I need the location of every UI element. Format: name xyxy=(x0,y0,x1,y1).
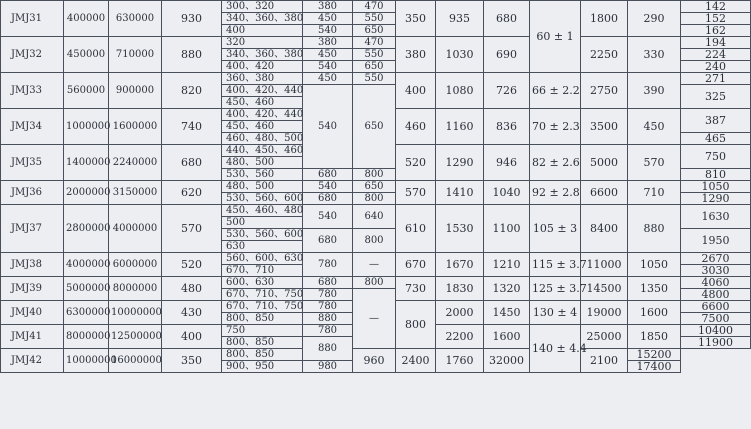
value-cell: 620 xyxy=(162,181,222,205)
value-cell: 1080 xyxy=(436,73,484,109)
value-cell: 520 xyxy=(162,253,222,277)
value-cell: 1600000 xyxy=(109,109,162,145)
value-cell: 224 xyxy=(681,49,751,61)
value-cell: 2200 xyxy=(436,325,484,349)
value-cell: 2000 xyxy=(436,301,484,325)
value-cell: 1400000 xyxy=(64,145,109,181)
list-cell: 800、850 xyxy=(222,313,303,325)
value-cell: 540 xyxy=(303,181,353,193)
value-cell: 3030 xyxy=(681,265,751,277)
value-cell: 540 xyxy=(303,85,353,169)
value-cell: 2670 xyxy=(681,253,751,265)
value-cell: 2240000 xyxy=(109,145,162,181)
value-cell: 5000000 xyxy=(64,277,109,301)
value-cell: 780 xyxy=(303,253,353,277)
value-cell: 520 xyxy=(396,145,436,181)
dash-cell: — xyxy=(353,253,396,277)
value-cell: 4800 xyxy=(681,289,751,301)
list-cell: 320 xyxy=(222,37,303,49)
value-cell: 650 xyxy=(353,25,396,37)
list-cell: 530、560、600 xyxy=(222,229,303,241)
value-cell: 17400 xyxy=(628,361,681,373)
value-cell: 11900 xyxy=(681,337,751,349)
model-cell: JMJ33 xyxy=(1,73,64,109)
value-cell: 780 xyxy=(303,325,353,337)
value-cell: 470 xyxy=(353,1,396,13)
model-cell: JMJ32 xyxy=(1,37,64,73)
value-cell: 2400 xyxy=(396,349,436,373)
value-cell: 540 xyxy=(303,25,353,37)
value-cell: 2750 xyxy=(581,73,628,109)
value-cell: 19000 xyxy=(581,301,628,325)
value-cell: 730 xyxy=(396,277,436,301)
value-cell: 1410 xyxy=(436,181,484,205)
value-cell: 650 xyxy=(353,181,396,193)
value-cell: 162 xyxy=(681,25,751,37)
value-cell: 2250 xyxy=(581,37,628,73)
value-cell: 1290 xyxy=(436,145,484,181)
value-cell: 880 xyxy=(303,337,353,361)
table-row xyxy=(1,37,751,49)
table-row xyxy=(1,277,751,289)
value-cell: 1050 xyxy=(681,181,751,193)
list-cell: 530、560 xyxy=(222,169,303,181)
value-cell: 540 xyxy=(303,61,353,73)
value-cell: 3500 xyxy=(581,109,628,145)
list-cell: 800、850 xyxy=(222,349,303,361)
value-cell: 680 xyxy=(303,169,353,181)
list-cell: 340、360、380 xyxy=(222,13,303,25)
value-cell: 470 xyxy=(353,37,396,49)
table-row xyxy=(1,349,751,361)
value-cell: 2000000 xyxy=(64,181,109,205)
value-cell: 3150000 xyxy=(109,181,162,205)
value-cell: 387 xyxy=(681,109,751,133)
dash-cell: — xyxy=(353,289,396,349)
value-cell: 710000 xyxy=(109,37,162,73)
value-cell: 12500000 xyxy=(109,325,162,349)
value-cell: 680 xyxy=(303,193,353,205)
list-cell: 400 xyxy=(222,25,303,37)
value-cell: 350 xyxy=(396,1,436,37)
tolerance-cell: 92 ± 2.8 xyxy=(530,181,581,205)
value-cell: 960 xyxy=(353,349,396,373)
value-cell: 1030 xyxy=(436,37,484,73)
value-cell: 142 xyxy=(681,1,751,13)
value-cell: 1760 xyxy=(436,349,484,373)
tolerance-cell: 66 ± 2.2 xyxy=(530,73,581,109)
value-cell: 740 xyxy=(162,109,222,145)
list-cell: 500 xyxy=(222,217,303,229)
value-cell: 10400 xyxy=(681,325,751,337)
value-cell: 400000 xyxy=(64,1,109,37)
value-cell: 880 xyxy=(303,313,353,325)
value-cell: 800 xyxy=(396,301,436,349)
value-cell: 1160 xyxy=(436,109,484,145)
value-cell: 10000000 xyxy=(109,301,162,325)
value-cell: 330 xyxy=(628,37,681,73)
list-cell: 670、710、750 xyxy=(222,289,303,301)
list-cell: 600、630 xyxy=(222,277,303,289)
value-cell: 4060 xyxy=(681,277,751,289)
list-cell: 400、420、440 xyxy=(222,109,303,121)
list-cell: 450、460 xyxy=(222,97,303,109)
value-cell: 880 xyxy=(628,205,681,253)
value-cell: 570 xyxy=(396,181,436,205)
value-cell: 1100 xyxy=(484,205,530,253)
value-cell: 836 xyxy=(484,109,530,145)
value-cell: 430 xyxy=(162,301,222,325)
value-cell: 540 xyxy=(303,205,353,229)
value-cell: 550 xyxy=(353,13,396,25)
value-cell: 1830 xyxy=(436,277,484,301)
value-cell: 8400 xyxy=(581,205,628,253)
value-cell: 680 xyxy=(303,277,353,289)
value-cell: 780 xyxy=(303,301,353,313)
value-cell: 630000 xyxy=(109,1,162,37)
value-cell: 930 xyxy=(162,1,222,37)
value-cell: 25000 xyxy=(581,325,628,349)
model-cell: JMJ36 xyxy=(1,181,64,205)
table-row xyxy=(1,253,751,265)
tolerance-cell: 82 ± 2.6 xyxy=(530,145,581,181)
value-cell: 2800000 xyxy=(64,205,109,253)
value-cell: 11000 xyxy=(581,253,628,277)
value-cell: 880 xyxy=(162,37,222,73)
value-cell: 390 xyxy=(628,73,681,109)
model-cell: JMJ40 xyxy=(1,301,64,325)
value-cell: 1600 xyxy=(484,325,530,349)
list-cell: 450、460、480 xyxy=(222,205,303,217)
value-cell: 800 xyxy=(353,229,396,253)
list-cell: 480、500 xyxy=(222,181,303,193)
value-cell: 350 xyxy=(162,349,222,373)
value-cell: 726 xyxy=(484,73,530,109)
value-cell: 14500 xyxy=(581,277,628,301)
tolerance-cell: 125 ± 3.7 xyxy=(530,277,581,301)
list-cell: 400、420、440 xyxy=(222,85,303,97)
value-cell: 194 xyxy=(681,37,751,49)
value-cell: 16000000 xyxy=(109,349,162,373)
value-cell: 380 xyxy=(303,37,353,49)
tolerance-cell: 105 ± 3 xyxy=(530,205,581,253)
value-cell: 1670 xyxy=(436,253,484,277)
tolerance-cell: 140 ± 4.4 xyxy=(530,325,581,373)
value-cell: 240 xyxy=(681,61,751,73)
value-cell: 780 xyxy=(303,289,353,301)
value-cell: 5000 xyxy=(581,145,628,181)
value-cell: 680 xyxy=(484,1,530,37)
value-cell: 271 xyxy=(681,73,751,85)
list-cell: 800、850 xyxy=(222,337,303,349)
value-cell: 610 xyxy=(396,205,436,253)
value-cell: 380 xyxy=(303,1,353,13)
model-cell: JMJ41 xyxy=(1,325,64,349)
value-cell: 810 xyxy=(681,169,751,181)
value-cell: 650 xyxy=(353,61,396,73)
value-cell: 1600 xyxy=(628,301,681,325)
model-cell: JMJ34 xyxy=(1,109,64,145)
value-cell: 1530 xyxy=(436,205,484,253)
tolerance-cell: 70 ± 2.3 xyxy=(530,109,581,145)
list-cell: 460、480、500 xyxy=(222,133,303,145)
value-cell: 750 xyxy=(681,145,751,169)
tolerance-cell: 60 ± 1 xyxy=(530,1,581,73)
value-cell: 450 xyxy=(628,109,681,145)
value-cell: 1630 xyxy=(681,205,751,229)
value-cell: 6600 xyxy=(581,181,628,205)
list-cell: 440、450、460 xyxy=(222,145,303,157)
tolerance-cell: 115 ± 3.7 xyxy=(530,253,581,277)
model-cell: JMJ39 xyxy=(1,277,64,301)
value-cell: 1000000 xyxy=(64,109,109,145)
value-cell: 1450 xyxy=(484,301,530,325)
value-cell: 7500 xyxy=(681,313,751,325)
value-cell: 8000000 xyxy=(109,277,162,301)
value-cell: 400 xyxy=(396,73,436,109)
value-cell: 380 xyxy=(396,37,436,73)
list-cell: 670、710 xyxy=(222,265,303,277)
value-cell: 460 xyxy=(396,109,436,145)
value-cell: 152 xyxy=(681,13,751,25)
value-cell: 980 xyxy=(303,361,353,373)
list-cell: 630 xyxy=(222,241,303,253)
value-cell: 6300000 xyxy=(64,301,109,325)
value-cell: 400 xyxy=(162,325,222,349)
value-cell: 1850 xyxy=(628,325,681,349)
value-cell: 2100 xyxy=(581,349,628,373)
value-cell: 680 xyxy=(303,229,353,253)
list-cell: 400、420 xyxy=(222,61,303,73)
table-row xyxy=(1,205,751,217)
value-cell: 900000 xyxy=(109,73,162,109)
value-cell: 550 xyxy=(353,49,396,61)
value-cell: 290 xyxy=(628,1,681,37)
tolerance-cell: 130 ± 4 xyxy=(530,301,581,325)
value-cell: 32000 xyxy=(484,349,530,373)
value-cell: 1040 xyxy=(484,181,530,205)
value-cell: 325 xyxy=(681,85,751,109)
value-cell: 450000 xyxy=(64,37,109,73)
table-row xyxy=(1,1,751,13)
value-cell: 550 xyxy=(353,73,396,85)
model-cell: JMJ38 xyxy=(1,253,64,277)
value-cell: 1290 xyxy=(681,193,751,205)
value-cell: 935 xyxy=(436,1,484,37)
value-cell: 820 xyxy=(162,73,222,109)
value-cell: 1950 xyxy=(681,229,751,253)
value-cell: 8000000 xyxy=(64,325,109,349)
value-cell: 450 xyxy=(303,73,353,85)
value-cell: 710 xyxy=(628,181,681,205)
value-cell: 800 xyxy=(353,193,396,205)
value-cell: 570 xyxy=(162,205,222,253)
list-cell: 750 xyxy=(222,325,303,337)
value-cell: 640 xyxy=(353,205,396,229)
value-cell: 480 xyxy=(162,277,222,301)
value-cell: 800 xyxy=(353,277,396,289)
model-cell: JMJ42 xyxy=(1,349,64,373)
value-cell: 800 xyxy=(353,169,396,181)
list-cell: 560、600、630 xyxy=(222,253,303,265)
value-cell: 1800 xyxy=(581,1,628,37)
value-cell: 10000000 xyxy=(64,349,109,373)
list-cell: 670、710、750 xyxy=(222,301,303,313)
model-cell: JMJ35 xyxy=(1,145,64,181)
value-cell: 1320 xyxy=(484,277,530,301)
value-cell: 4000000 xyxy=(109,205,162,253)
value-cell: 690 xyxy=(484,37,530,73)
value-cell: 670 xyxy=(396,253,436,277)
value-cell: 1050 xyxy=(628,253,681,277)
value-cell: 650 xyxy=(353,85,396,169)
model-cell: JMJ37 xyxy=(1,205,64,253)
value-cell: 450 xyxy=(303,13,353,25)
list-cell: 360、380 xyxy=(222,73,303,85)
value-cell: 450 xyxy=(303,49,353,61)
list-cell: 480、500 xyxy=(222,157,303,169)
value-cell: 680 xyxy=(162,145,222,181)
table-row xyxy=(1,181,751,193)
value-cell: 6600 xyxy=(681,301,751,313)
value-cell: 570 xyxy=(628,145,681,181)
value-cell: 946 xyxy=(484,145,530,181)
model-cell: JMJ31 xyxy=(1,1,64,37)
list-cell: 450、460 xyxy=(222,121,303,133)
value-cell: 15200 xyxy=(628,349,681,361)
value-cell: 560000 xyxy=(64,73,109,109)
value-cell: 6000000 xyxy=(109,253,162,277)
table-row xyxy=(1,73,751,85)
value-cell: 4000000 xyxy=(64,253,109,277)
list-cell: 900、950 xyxy=(222,361,303,373)
value-cell: 1350 xyxy=(628,277,681,301)
list-cell: 340、360、380 xyxy=(222,49,303,61)
value-cell: 1210 xyxy=(484,253,530,277)
list-cell: 300、320 xyxy=(222,1,303,13)
list-cell: 530、560、600 xyxy=(222,193,303,205)
value-cell: 465 xyxy=(681,133,751,145)
